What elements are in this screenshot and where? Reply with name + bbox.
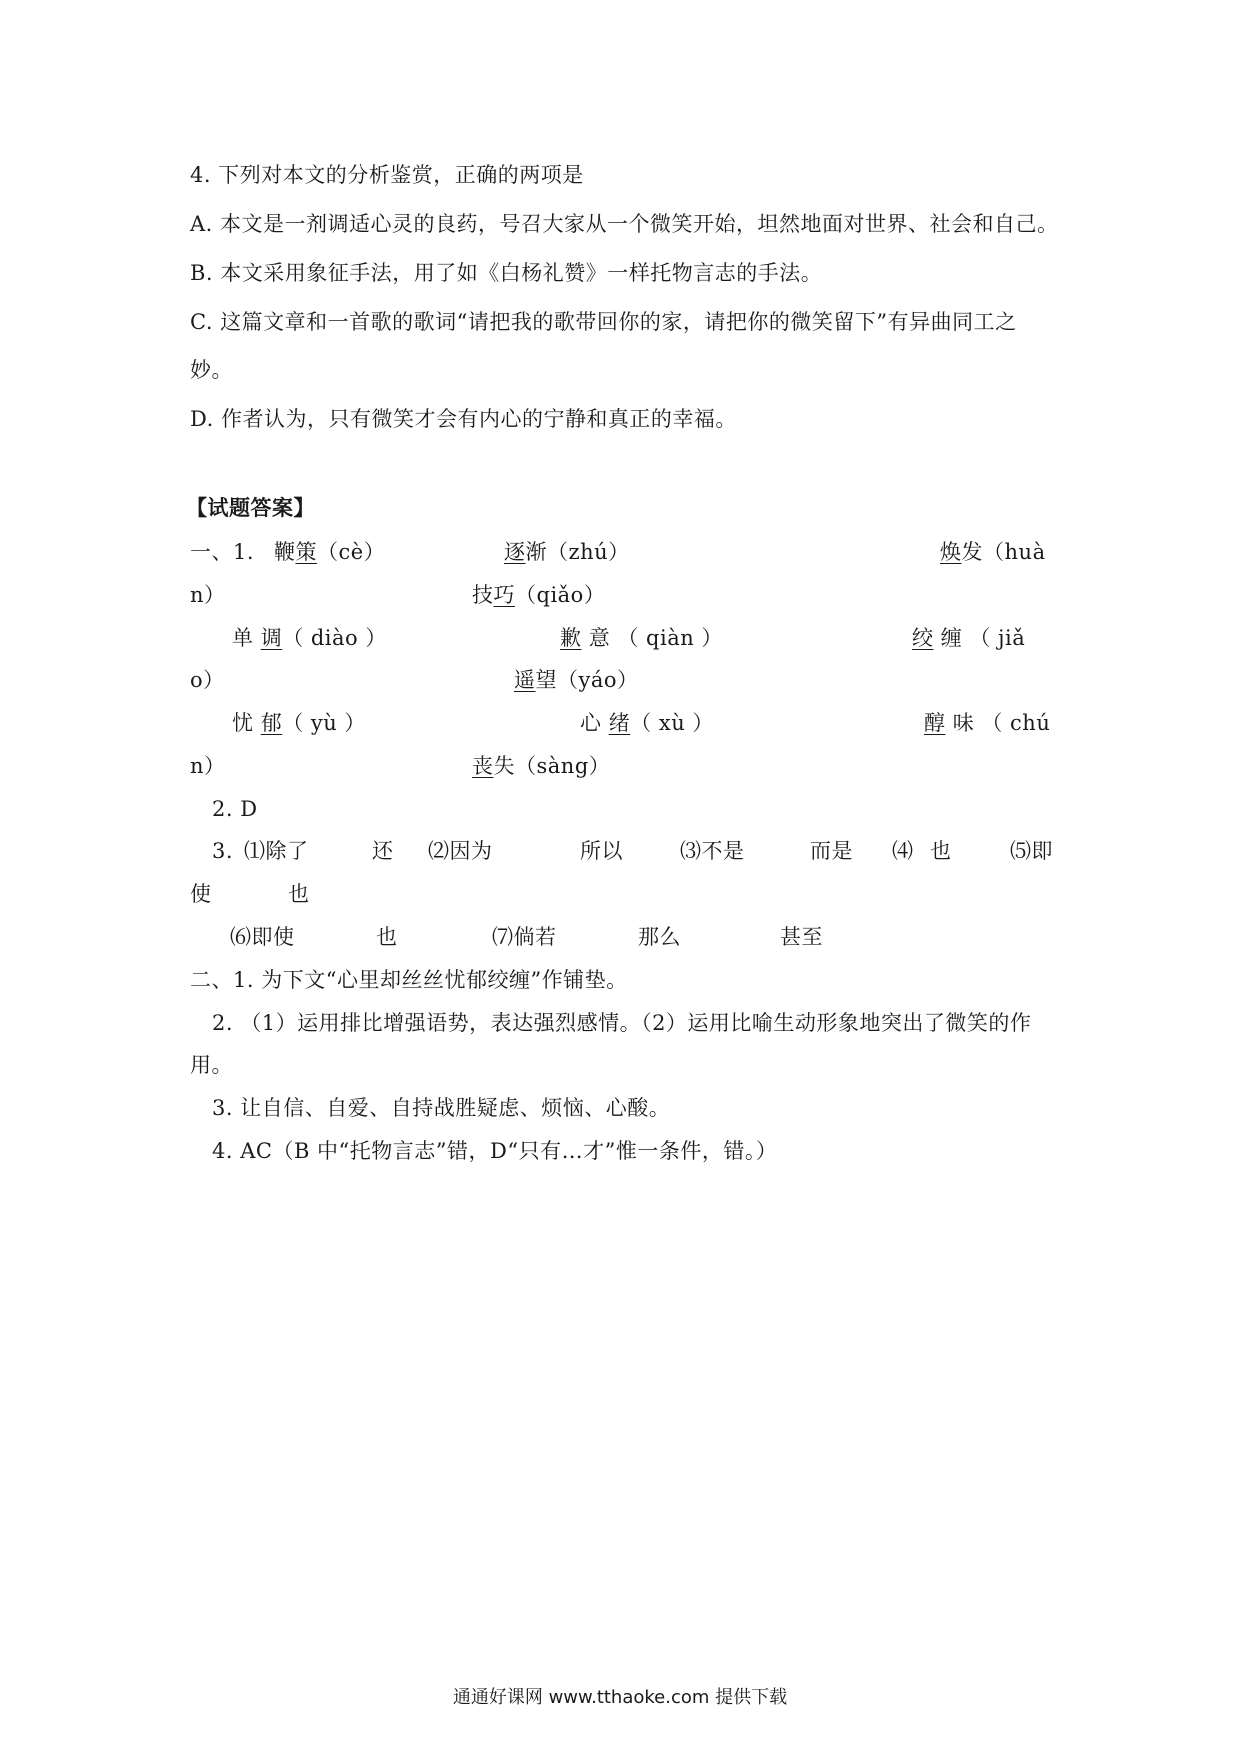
option-c-continued: 妙。 — [190, 358, 233, 382]
conj-2b: 所以 — [580, 839, 623, 863]
pinyin-item-qianyi: 歉 意 （ qiàn ） — [560, 626, 723, 650]
answer-1-3-label: 3. — [212, 839, 234, 863]
conj-5: ⑸即 — [1010, 839, 1053, 863]
answer-2-2: 2. （1）运用排比增强语势，表达强烈感情。（2）运用比喻生动形象地突出了微笑的作 — [212, 1011, 1032, 1035]
pinyin-item-huanfa: 焕发（huà — [940, 540, 1046, 564]
conj-6b: 也 — [376, 925, 398, 949]
pinyin-item-xinxu: 心 绪（ xù ） — [580, 711, 714, 735]
conj-5b: 也 — [288, 882, 310, 906]
conj-7b: 那么 — [638, 925, 681, 949]
pinyin-item-sangshi: 丧失（sàng） — [472, 754, 611, 778]
pinyin-item-yaowang: 遥望（yáo） — [514, 668, 639, 692]
conj-3: ⑶不是 — [680, 839, 745, 863]
conj-4b: 也 — [930, 839, 952, 863]
pinyin-item-jiqiao: 技巧（qiǎo） — [472, 583, 606, 607]
answer-2-1: 二、1. 为下文“心里却丝丝忧郁绞缠”作铺垫。 — [190, 968, 628, 992]
answer-2-3: 3. 让自信、自爱、自持战胜疑虑、烦恼、心酸。 — [212, 1096, 671, 1120]
pinyin-item-zhujian: 逐渐（zhú） — [504, 540, 630, 564]
conj-7c: 甚至 — [780, 925, 823, 949]
conj-1: ⑴除了 — [244, 839, 309, 863]
conj-6: ⑹即使 — [230, 925, 295, 949]
option-d: D. 作者认为，只有微笑才会有内心的宁静和真正的幸福。 — [190, 407, 737, 431]
pinyin-item-jiaochan: 绞 缠 （ jiǎ — [912, 626, 1026, 650]
pinyin-item-chunwei: 醇 味 （ chú — [924, 711, 1051, 735]
option-b: B. 本文采用象征手法，用了如《白杨礼赞》一样托物言志的手法。 — [190, 261, 823, 285]
answer-2-4: 4. AC（B 中“托物言志”错，D“只有…才”惟一条件，错。） — [212, 1139, 778, 1163]
option-c: C. 这篇文章和一首歌的歌词“请把我的歌带回你的家，请把你的微笑留下”有异曲同工之 — [190, 310, 1017, 334]
conj-5-continued: 使 — [190, 882, 212, 906]
conj-4: ⑷ — [892, 839, 914, 863]
answers-heading: 【试题答案】 — [186, 496, 315, 520]
pinyin-item-jiaochan-continued: o） — [190, 668, 225, 692]
pinyin-item-bance: 鞭策（cè） — [274, 540, 386, 564]
conj-7: ⑺倘若 — [492, 925, 557, 949]
conj-2: ⑵因为 — [428, 839, 493, 863]
option-a: A. 本文是一剂调适心灵的良药，号召大家从一个微笑开始，坦然地面对世界、社会和自己。 — [190, 212, 1059, 236]
pinyin-item-chunwei-continued: n） — [190, 754, 226, 778]
answer-2-2-continued: 用。 — [190, 1053, 233, 1077]
answer-1-2: 2. D — [212, 797, 258, 821]
part1-prefix: 一、1. — [190, 540, 255, 564]
conj-1b: 还 — [372, 839, 394, 863]
pinyin-item-huanfa-continued: n） — [190, 583, 226, 607]
page-footer: 通通好课网 www.tthaoke.com 提供下载 — [452, 1687, 788, 1708]
pinyin-item-youyu: 忧 郁（ yù ） — [232, 711, 366, 735]
conj-3b: 而是 — [810, 839, 853, 863]
pinyin-item-dandiao: 单 调（ diào ） — [232, 626, 387, 650]
question-4-stem: 4. 下列对本文的分析鉴赏，正确的两项是 — [190, 163, 584, 187]
